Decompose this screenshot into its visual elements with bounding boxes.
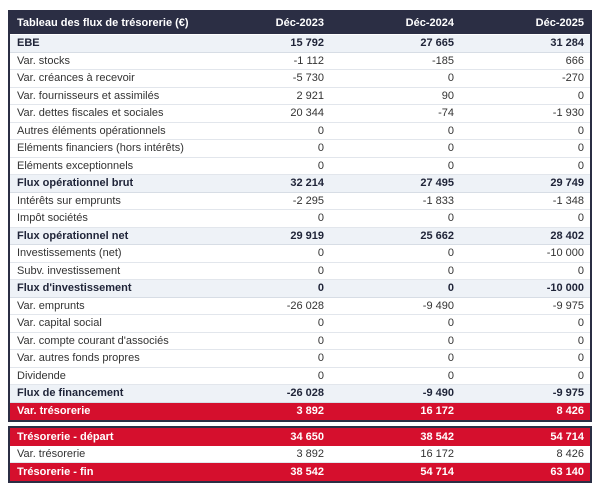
table-header-row: [10, 12, 590, 35]
cell-value: 0: [317, 352, 324, 365]
table-row: [10, 446, 590, 464]
row-label: Eléments exceptionnels: [17, 159, 134, 172]
table-row: [10, 245, 590, 263]
cell-value: 63 140: [550, 465, 584, 478]
cell-value: 0: [447, 142, 454, 155]
cell-value: 0: [577, 142, 584, 155]
row-label: Var. compte courant d'associés: [17, 334, 169, 347]
table-row: [10, 88, 590, 106]
table-row: [10, 175, 590, 193]
cell-value: -1 112: [293, 54, 324, 67]
cell-value: 16 172: [420, 405, 454, 418]
cell-value: -1 833: [422, 194, 454, 207]
row-label: Var. trésorerie: [17, 405, 91, 418]
cell-value: -26 028: [286, 387, 324, 400]
row-label: Flux opérationnel net: [17, 229, 129, 242]
cell-value: -9 975: [552, 387, 584, 400]
cell-value: -185: [431, 54, 454, 67]
column-header-dec-2023: Déc-2023: [275, 17, 324, 29]
table-row: [10, 228, 590, 246]
cell-value: 0: [447, 72, 454, 85]
cell-value: 38 542: [290, 465, 324, 478]
cell-value: -9 490: [422, 299, 454, 312]
cell-value: -9 975: [552, 299, 584, 312]
cell-value: 54 714: [550, 430, 584, 443]
cell-value: -270: [561, 72, 584, 85]
cashflow-table: [8, 10, 592, 422]
cell-value: 27 495: [420, 177, 454, 190]
cell-value: 0: [577, 352, 584, 365]
cell-value: 0: [577, 334, 584, 347]
cell-value: 90: [441, 89, 454, 102]
row-label: Autres éléments opérationnels: [17, 124, 166, 137]
cell-value: 0: [317, 142, 324, 155]
cell-value: 0: [447, 159, 454, 172]
cell-value: 8 426: [556, 447, 584, 460]
cell-value: 0: [447, 264, 454, 277]
column-header-dec-2024: Déc-2024: [405, 17, 454, 29]
cell-value: 28 402: [550, 229, 584, 242]
cell-value: 54 714: [420, 465, 454, 478]
cell-value: 0: [577, 159, 584, 172]
cell-value: 0: [447, 317, 454, 330]
table-row: [10, 333, 590, 351]
cell-value: 0: [317, 317, 324, 330]
cell-value: -5 730: [292, 72, 324, 85]
cell-value: 666: [565, 54, 584, 67]
table-row: [10, 123, 590, 141]
row-label: Var. emprunts: [17, 299, 85, 312]
cell-value: -74: [438, 107, 454, 120]
table-row: [10, 158, 590, 176]
cell-value: -26 028: [286, 299, 324, 312]
cell-value: 0: [447, 212, 454, 225]
cell-value: 15 792: [290, 37, 324, 50]
row-label: Dividende: [17, 369, 66, 382]
table-row: [10, 193, 590, 211]
row-label: Var. dettes fiscales et sociales: [17, 107, 164, 120]
table-row: [10, 53, 590, 71]
cell-value: 29 919: [290, 229, 324, 242]
treasury-summary-rows: [10, 428, 590, 481]
cell-value: 0: [577, 124, 584, 137]
table-row: [10, 403, 590, 421]
table-row: [10, 315, 590, 333]
cell-value: 0: [577, 89, 584, 102]
treasury-summary-table: [8, 426, 592, 483]
table-row: [10, 463, 590, 481]
row-label: Flux opérationnel brut: [17, 177, 134, 190]
cell-value: 0: [317, 124, 324, 137]
table-row: [10, 105, 590, 123]
cell-value: 0: [317, 212, 324, 225]
cell-value: -2 295: [292, 194, 324, 207]
table-row: [10, 298, 590, 316]
table-row: [10, 263, 590, 281]
table-row: [10, 70, 590, 88]
column-header-dec-2025: Déc-2025: [535, 17, 584, 29]
cell-value: 0: [317, 282, 324, 295]
row-label: Investissements (net): [17, 247, 122, 260]
cell-value: 0: [447, 124, 454, 137]
row-label: Var. autres fonds propres: [17, 352, 140, 365]
cell-value: 0: [447, 369, 454, 382]
table-row: [10, 385, 590, 403]
cell-value: 2 921: [296, 89, 324, 102]
cell-value: 25 662: [420, 229, 454, 242]
row-label: Var. trésorerie: [17, 447, 86, 460]
cell-value: 3 892: [296, 447, 324, 460]
cell-value: 34 650: [290, 430, 324, 443]
row-label: Intérêts sur emprunts: [17, 194, 121, 207]
cell-value: 0: [317, 159, 324, 172]
row-label: Var. fournisseurs et assimilés: [17, 89, 160, 102]
table-row: [10, 428, 590, 446]
cell-value: 29 749: [550, 177, 584, 190]
table-row: [10, 210, 590, 228]
cell-value: 0: [317, 247, 324, 260]
cell-value: -10 000: [546, 282, 584, 295]
cell-value: 20 344: [290, 107, 324, 120]
row-label: Trésorerie - départ: [17, 430, 114, 443]
row-label: Flux de financement: [17, 387, 124, 400]
cell-value: 0: [577, 264, 584, 277]
cell-value: 27 665: [420, 37, 454, 50]
cell-value: 0: [447, 282, 454, 295]
cell-value: -1 930: [552, 107, 584, 120]
row-label: Flux d'investissement: [17, 282, 132, 295]
cell-value: 32 214: [290, 177, 324, 190]
row-label: Var. stocks: [17, 54, 70, 67]
cell-value: 0: [447, 352, 454, 365]
row-label: Impôt sociétés: [17, 212, 88, 225]
table-row: [10, 140, 590, 158]
table-title: Tableau des flux de trésorerie (€): [17, 17, 189, 29]
row-label: Trésorerie - fin: [17, 465, 94, 478]
cashflow-rows: [10, 35, 590, 420]
row-label: EBE: [17, 37, 40, 50]
table-row: [10, 280, 590, 298]
cell-value: 8 426: [556, 405, 584, 418]
cell-value: 0: [317, 264, 324, 277]
cell-value: -9 490: [422, 387, 454, 400]
cell-value: -10 000: [546, 247, 584, 260]
cell-value: 0: [577, 212, 584, 225]
table-row: [10, 368, 590, 386]
cell-value: 0: [317, 334, 324, 347]
cell-value: 38 542: [420, 430, 454, 443]
cell-value: 0: [447, 247, 454, 260]
row-label: Subv. investissement: [17, 264, 121, 277]
cell-value: 31 284: [550, 37, 584, 50]
cell-value: 16 172: [420, 447, 454, 460]
cell-value: 0: [577, 369, 584, 382]
cell-value: 0: [447, 334, 454, 347]
cell-value: 3 892: [296, 405, 324, 418]
row-label: Eléments financiers (hors intérêts): [17, 142, 184, 155]
table-row: [10, 35, 590, 53]
table-row: [10, 350, 590, 368]
row-label: Var. capital social: [17, 317, 102, 330]
row-label: Var. créances à recevoir: [17, 72, 135, 85]
cell-value: 0: [577, 317, 584, 330]
cell-value: 0: [317, 369, 324, 382]
cell-value: -1 348: [552, 194, 584, 207]
